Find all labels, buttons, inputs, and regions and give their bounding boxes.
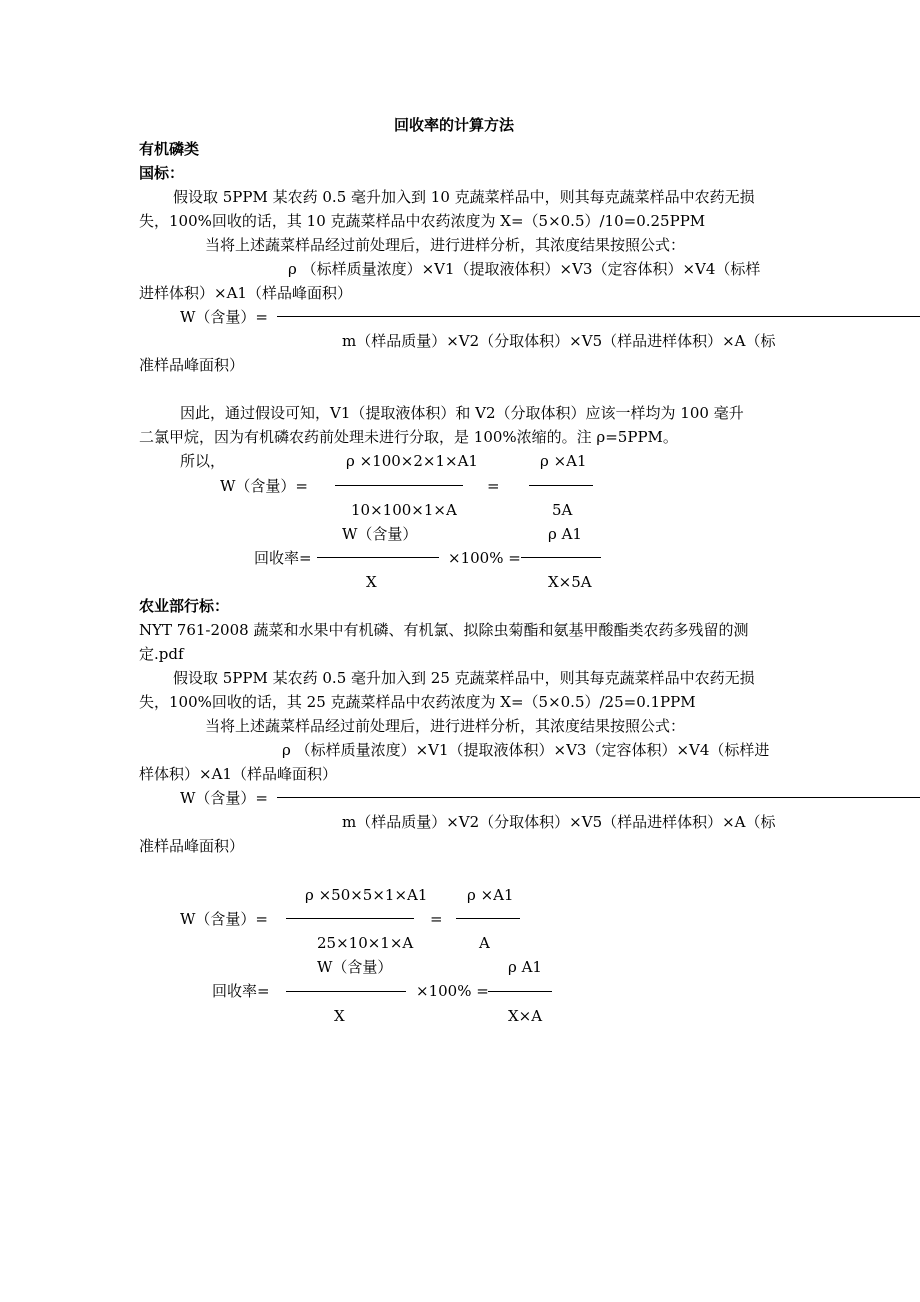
paragraph-line: 因此，通过假设可知，V1（提取液体积）和 V2（分取体积）应该一样均为 100 毫升 bbox=[180, 404, 744, 422]
formula-w-label: W（含量）= bbox=[180, 789, 268, 807]
fraction-denominator: X×A bbox=[508, 1007, 543, 1025]
fraction-numerator: ρ ×A1 bbox=[540, 452, 587, 470]
paragraph-line: 假设取 5PPM 某农药 0.5 毫升加入到 25 克蔬菜样品中，则其每克蔬菜样品中农药无损 bbox=[173, 669, 755, 687]
paragraph-line: 当将上述蔬菜样品经过前处理后，进行进样分析，其浓度结果按照公式： bbox=[205, 236, 686, 254]
fraction-bar bbox=[277, 797, 920, 798]
fraction-bar bbox=[488, 991, 552, 992]
fraction-denominator: X×5A bbox=[548, 573, 592, 591]
fraction-numerator: ρ A1 bbox=[508, 958, 542, 976]
formula-w-label: W（含量）= bbox=[220, 477, 308, 495]
formula-numerator-line: 样体积）×A1（样品峰面积） bbox=[139, 765, 337, 783]
fraction-bar bbox=[456, 918, 520, 919]
fraction-bar bbox=[277, 316, 920, 317]
fraction-numerator: ρ ×50×5×1×A1 bbox=[305, 886, 428, 904]
formula-numerator-line: ρ （标样质量浓度）×V1（提取液体积）×V3（定容体积）×V4（标样进 bbox=[282, 741, 770, 759]
so-label: 所以， bbox=[180, 452, 226, 470]
formula-denominator-line: m（样品质量）×V2（分取体积）×V5（样品进样体积）×A（标 bbox=[342, 813, 776, 831]
fraction-bar bbox=[335, 485, 463, 486]
fraction-bar bbox=[317, 557, 439, 558]
equals-sign: = bbox=[487, 477, 500, 495]
formula-numerator-line: 进样体积）×A1（样品峰面积） bbox=[139, 284, 352, 302]
fraction-denominator: 25×10×1×A bbox=[317, 934, 414, 952]
formula-numerator-line: ρ （标样质量浓度）×V1（提取液体积）×V3（定容体积）×V4（标样 bbox=[288, 260, 761, 278]
fraction-numerator: ρ ×A1 bbox=[467, 886, 514, 904]
fraction-numerator: ρ ×100×2×1×A1 bbox=[346, 452, 478, 470]
fraction-bar bbox=[521, 557, 601, 558]
page-title: 回收率的计算方法 bbox=[394, 116, 515, 134]
paragraph-line: 失，100%回收的话，其 10 克蔬菜样品中农药浓度为 X=（5×0.5）/10=0.25PPM bbox=[139, 212, 706, 230]
fraction-denominator: X bbox=[334, 1007, 345, 1025]
fraction-numerator: W（含量） bbox=[317, 958, 393, 976]
fraction-denominator: 10×100×1×A bbox=[351, 501, 457, 519]
recovery-rate-label: 回收率= bbox=[212, 982, 270, 1000]
paragraph-line: 当将上述蔬菜样品经过前处理后，进行进样分析，其浓度结果按照公式： bbox=[205, 717, 686, 735]
fraction-numerator: ρ A1 bbox=[548, 525, 582, 543]
fraction-bar bbox=[286, 991, 406, 992]
fraction-denominator: A bbox=[479, 934, 490, 952]
recovery-rate-label: 回收率= bbox=[254, 549, 312, 567]
fraction-bar bbox=[529, 485, 593, 486]
fraction-numerator: W（含量） bbox=[342, 525, 418, 543]
subheading-national-standard: 国标： bbox=[139, 164, 185, 182]
section-heading-organophosphorus: 有机磷类 bbox=[139, 140, 200, 158]
times-100-percent: ×100% = bbox=[416, 982, 489, 1000]
paragraph-line: 假设取 5PPM 某农药 0.5 毫升加入到 10 克蔬菜样品中，则其每克蔬菜样品中农药无损 bbox=[173, 188, 755, 206]
fraction-denominator: 5A bbox=[552, 501, 573, 519]
formula-w-label: W（含量）= bbox=[180, 308, 268, 326]
reference-line: 定.pdf bbox=[139, 645, 184, 663]
equals-sign: = bbox=[430, 910, 443, 928]
formula-denominator-line: 准样品峰面积） bbox=[139, 837, 245, 855]
formula-denominator-line: m（样品质量）×V2（分取体积）×V5（样品进样体积）×A（标 bbox=[342, 332, 776, 350]
formula-denominator-line: 准样品峰面积） bbox=[139, 356, 245, 374]
reference-line: NYT 761-2008 蔬菜和水果中有机磷、有机氯、拟除虫菊酯和氨基甲酸酯类农药多残留的测 bbox=[139, 621, 749, 639]
paragraph-line: 失，100%回收的话，其 25 克蔬菜样品中农药浓度为 X=（5×0.5）/25=0.1PPM bbox=[139, 693, 696, 711]
fraction-denominator: X bbox=[366, 573, 377, 591]
paragraph-line: 二氯甲烷，因为有机磷农药前处理未进行分取，是 100%浓缩的。注 ρ=5PPM。 bbox=[139, 428, 678, 446]
formula-w-label: W（含量）= bbox=[180, 910, 268, 928]
section-heading-ministry-standard: 农业部行标： bbox=[139, 597, 230, 615]
fraction-bar bbox=[286, 918, 414, 919]
times-100-percent: ×100% = bbox=[448, 549, 521, 567]
